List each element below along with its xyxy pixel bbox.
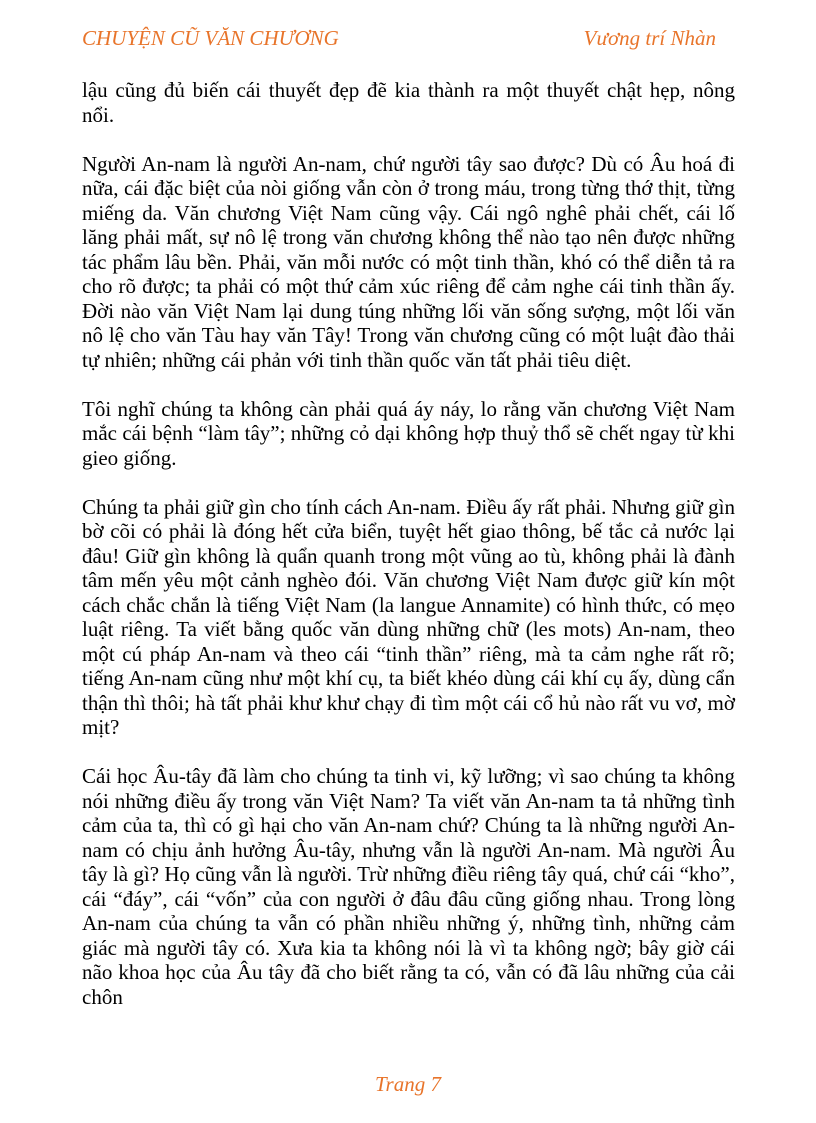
book-title: CHUYỆN CŨ VĂN CHƯƠNG — [82, 26, 339, 50]
paragraph: Người An-nam là người An-nam, chứ người tây sao được? Dù có Âu hoá đi nữa, cái đặc biệt của nòi giống vẫn còn ở trong máu, trong từng thớ thịt, từng miếng da. Văn chương Việt Nam cũng vậy. Cái ngô nghê phải chết, cái lố lăng phải mất, sự nô lệ trong văn chương không thể nào tạo nên được những tác phẩm lâu bền. Phải, văn mỗi nước có một tinh thần, khó có thể diễn tả ra cho rõ được; ta phải có một thứ cảm xúc riêng để cảm nghe cái tinh thần ấy. Đời nào văn Việt Nam lại dung túng những lối văn sống sượng, một lối văn nô lệ cho văn Tàu hay văn Tây! Trong văn chương cũng có một luật đào thải tự nhiên; những cái phản với tinh thần quốc văn tất phải tiêu diệt. — [82, 151, 735, 372]
page-number: Trang 7 — [375, 1072, 441, 1096]
paragraph: Chúng ta phải giữ gìn cho tính cách An-nam. Điều ấy rất phải. Nhưng giữ gìn bờ cõi có phải là đóng hết cửa biển, tuyệt hết giao thông, bế tắc cả nước lại đâu! Giữ gìn không là quẩn quanh trong một vũng ao tù, không phải là đành tâm mến yêu một cảnh nghèo đói. Văn chương Việt Nam được giữ kín một cách chắc chắn là tiếng Việt Nam (la langue Annamite) có hình thức, có mẹo luật riêng. Ta viết bằng quốc văn dùng những chữ (les mots) An-nam, theo một cú pháp An-nam và theo cái “tinh thần” riêng, mà ta cảm nghe rất rõ; tiếng An-nam cũng như một khí cụ, ta biết khéo dùng cái khí cụ ấy, dùng cẩn thận thì thôi; hà tất phải khư khư chạy đi tìm một cái cổ hủ nào rất vu vơ, mờ mịt? — [82, 494, 735, 739]
page-body — [82, 78, 735, 1034]
page-header — [82, 26, 716, 56]
paragraph: Tôi nghĩ chúng ta không càn phải quá áy náy, lo rằng văn chương Việt Nam mắc cái bệnh “làm tây”; những cỏ dại không hợp thuỷ thổ sẽ chết ngay từ khi gieo giống. — [82, 396, 735, 470]
paragraph: lậu cũng đủ biến cái thuyết đẹp đẽ kia thành ra một thuyết chật hẹp, nông nổi. — [82, 78, 735, 127]
author-name: Vương trí Nhàn — [583, 26, 716, 50]
paragraph: Cái học Âu-tây đã làm cho chúng ta tinh vi, kỹ lưỡng; vì sao chúng ta không nói những điều ấy trong văn Việt Nam? Ta viết văn An-nam ta tả những tình cảm của ta, thì có gì hại cho văn An-nam chứ? Chúng ta là những người An-nam có chịu ảnh hưởng Âu-tây, nhưng vẫn là người An-nam. Mà người Âu tây là gì? Họ cũng vẫn là người. Trừ những điều riêng tây quá, chứ cái “kho”, cái “đáy”, cái “vốn” của con người ở đâu đâu cũng giống nhau. Trong lòng An-nam của chúng ta vẫn có phần nhiều những ý, những tình, những cảm giác mà người tây có. Xưa kia ta không nói là vì ta không ngờ; bây giờ cái não khoa học của Âu tây đã cho biết rằng ta có, vẫn có đã lâu những của cải chôn — [82, 764, 735, 1009]
